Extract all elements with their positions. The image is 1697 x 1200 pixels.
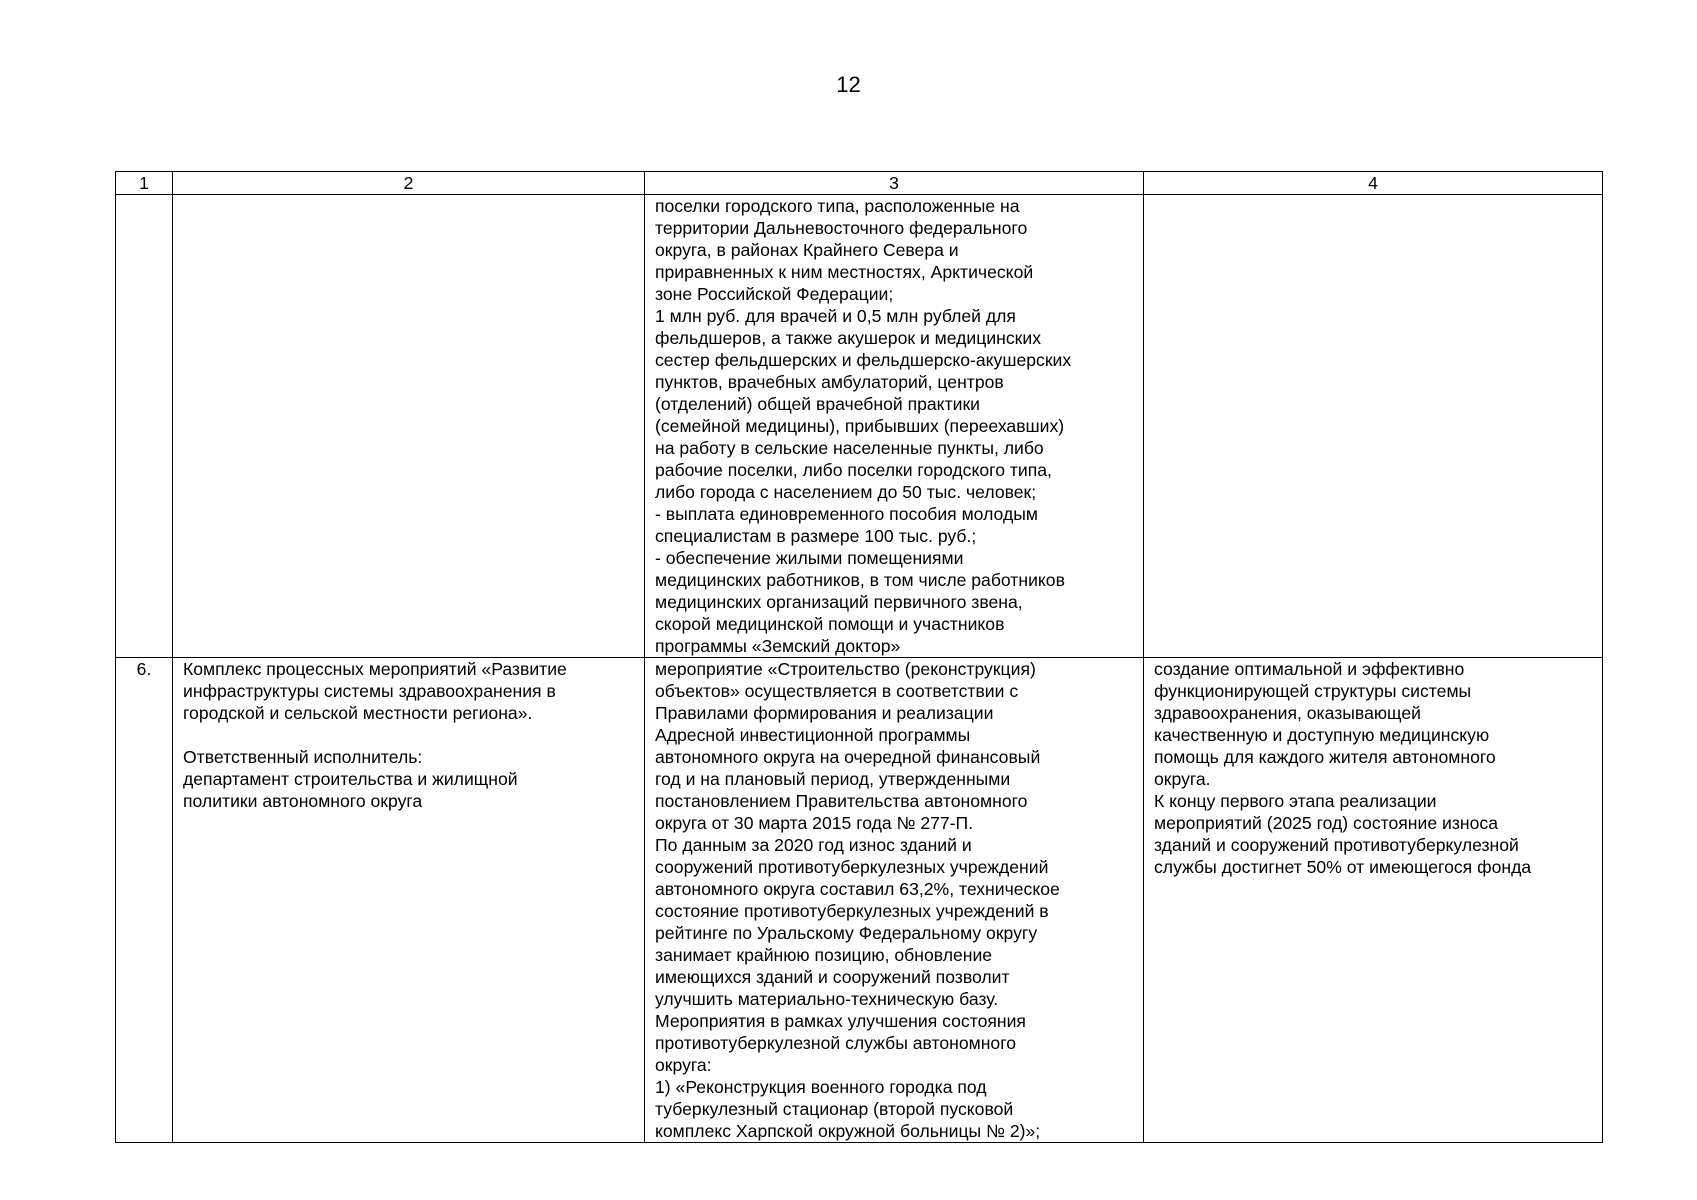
expected-result-cell: [1144, 195, 1603, 658]
responsible-executor-text: Ответственный исполнитель: департамент строительства и жилищной политики автономного округа: [183, 747, 518, 811]
expected-result-cell: [1144, 658, 1603, 1143]
measure-description-cell: [645, 658, 1144, 1143]
page-number: 12: [836, 72, 861, 97]
measures-table: [115, 171, 1603, 1143]
row-number-cell: 6.: [116, 658, 173, 1143]
measure-name-cell: [173, 195, 645, 658]
column-header-4: 4: [1144, 172, 1603, 195]
measure-title-text: Комплекс процессных мероприятий «Развитие инфраструктуры системы здравоохранения в городской и сельской местности региона».: [183, 659, 567, 723]
column-header-1: 1: [116, 172, 173, 195]
table-header-row: [116, 172, 1603, 195]
column-header-3: 3: [645, 172, 1144, 195]
table-row-continuation: [116, 195, 1603, 658]
measure-description-text: мероприятие «Строительство (реконструкция) объектов» осуществляется в соответствии с Правилами формирования и реализации Адресной инвестиционной программы автономного округа на очередной финансовый год и на плановый период, утвержденными постановлением Правительства автономного округа от 30 марта 2015 года № 277-П. По данным за 2020 год износ зданий и сооружений противотуберкулезных учреждений автономного округа составил 63,2%, техническое состояние противотуберкулезных учреждений в рейтинге по Уральскому Федеральному округу занимает крайнюю позицию, обновление имеющихся зданий и сооружений позволит улучшить материально-техническую базу. Мероприятия в рамках улучшения состояния противотуберкулезной службы автономного округа: 1) «Реконструкция военного городка под туберкулезный стационар (второй пусковой комплекс Харпской окружной больницы № 2)»;: [655, 659, 1060, 1141]
expected-result-text: создание оптимальной и эффективно функционирующей структуры системы здравоохранения, оказывающей качественную и доступную медицинскую помощь для каждого жителя автономного округа. К концу первого этапа реализации мероприятий (2025 год) состояние износа зданий и сооружений противотуберкулезной службы достигнет 50% от имеющегося фонда: [1154, 659, 1532, 877]
measure-description-text: поселки городского типа, расположенные на территории Дальневосточного федерального округа, в районах Крайнего Севера и приравненных к ним местностях, Арктической зоне Российской Федерации; 1 млн руб. для врачей и 0,5 млн рублей для фельдшеров, а также акушерок и медицинских сестер фельдшерских и фельдшерско-акушерских пунктов, врачебных амбулаторий, центров (отделений) общей врачебной практики (семейной медицины), прибывших (переехавших) на работу в сельские населенные пункты, либо рабочие поселки, либо поселки городского типа, либо города с населением до 50 тыс. человек; - выплата единовременного пособия молодым специалистам в размере 100 тыс. руб.; - обеспечение жилыми помещениями медицинских работников, в том числе работников медицинских организаций первичного звена, скорой медицинской помощи и участников программы «Земский доктор»: [655, 196, 1072, 656]
row-number-cell: [116, 195, 173, 658]
measure-description-cell: [645, 195, 1144, 658]
measure-name-cell: [173, 658, 645, 1143]
column-header-2: 2: [173, 172, 645, 195]
table-row-6: [116, 658, 1603, 1143]
